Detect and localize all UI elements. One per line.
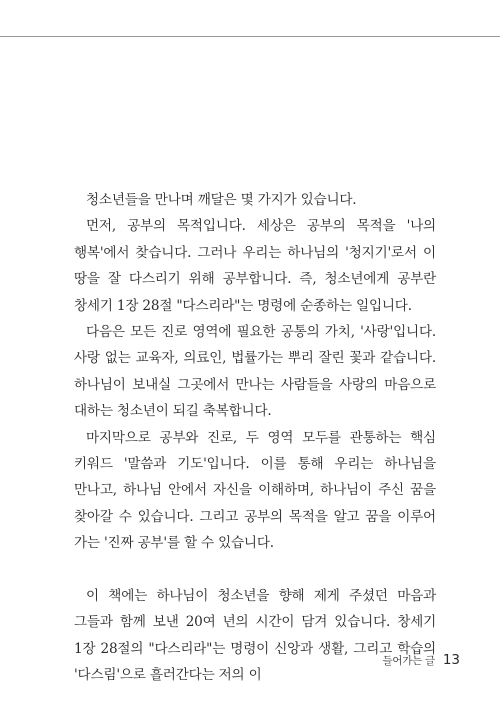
page-footer — [383, 652, 460, 668]
paragraph-4: 마지막으로 공부와 진로, 두 영역 모두를 관통하는 핵심 키워드 '말씀과 기도'입니다. 이를 통해 우리는 하나님을 만나고, 하나님 안에서 자신을 이해하며, 하나님이 주신 꿈을 찾아갈 수 있습니다. 그리고 공부의 목적을 알고 꿈을 이루어 가는 '진짜 공부'를 할 수 있습니다. — [74, 429, 436, 552]
paragraph-1: 청소년들을 만나며 깨달은 몇 가지가 있습니다. — [86, 192, 357, 208]
paragraph-2: 먼저, 공부의 목적입니다. 세상은 공부의 목적을 '나의 행복'에서 찾습니다. 그러나 우리는 하나님의 '청지기'로서 이 땅을 잘 다스리기 위해 공부합니다. 즉, 청소년에게 공부란 창세기 1장 28절 "다스리라"는 명령에 순종하는 일입니다. — [74, 218, 436, 314]
page-number: 13 — [442, 652, 460, 668]
section-title: 들어가는 글 — [382, 655, 435, 667]
top-rule — [0, 36, 500, 37]
paragraph-3: 다음은 모든 진로 영역에 필요한 공통의 가치, '사랑'입니다. 사랑 없는 교육자, 의료인, 법률가는 뿌리 잘린 꽃과 같습니다. 하나님이 보내실 그곳에서 만나는 사람들을 사랑의 마음으로 대하는 청소년이 되길 축복합니다. — [74, 324, 436, 420]
body-text — [74, 187, 436, 688]
paragraph-5: 이 책에는 하나님이 청소년을 향해 제게 주셨던 마음과 그들과 함께 보낸 20여 년의 시간이 담겨 있습니다. 창세기 1장 28절의 "다스리라"는 명령이 신앙과 생활, 그리고 학습의 '다스림'으로 흘러간다는 저의 이 — [74, 587, 436, 683]
